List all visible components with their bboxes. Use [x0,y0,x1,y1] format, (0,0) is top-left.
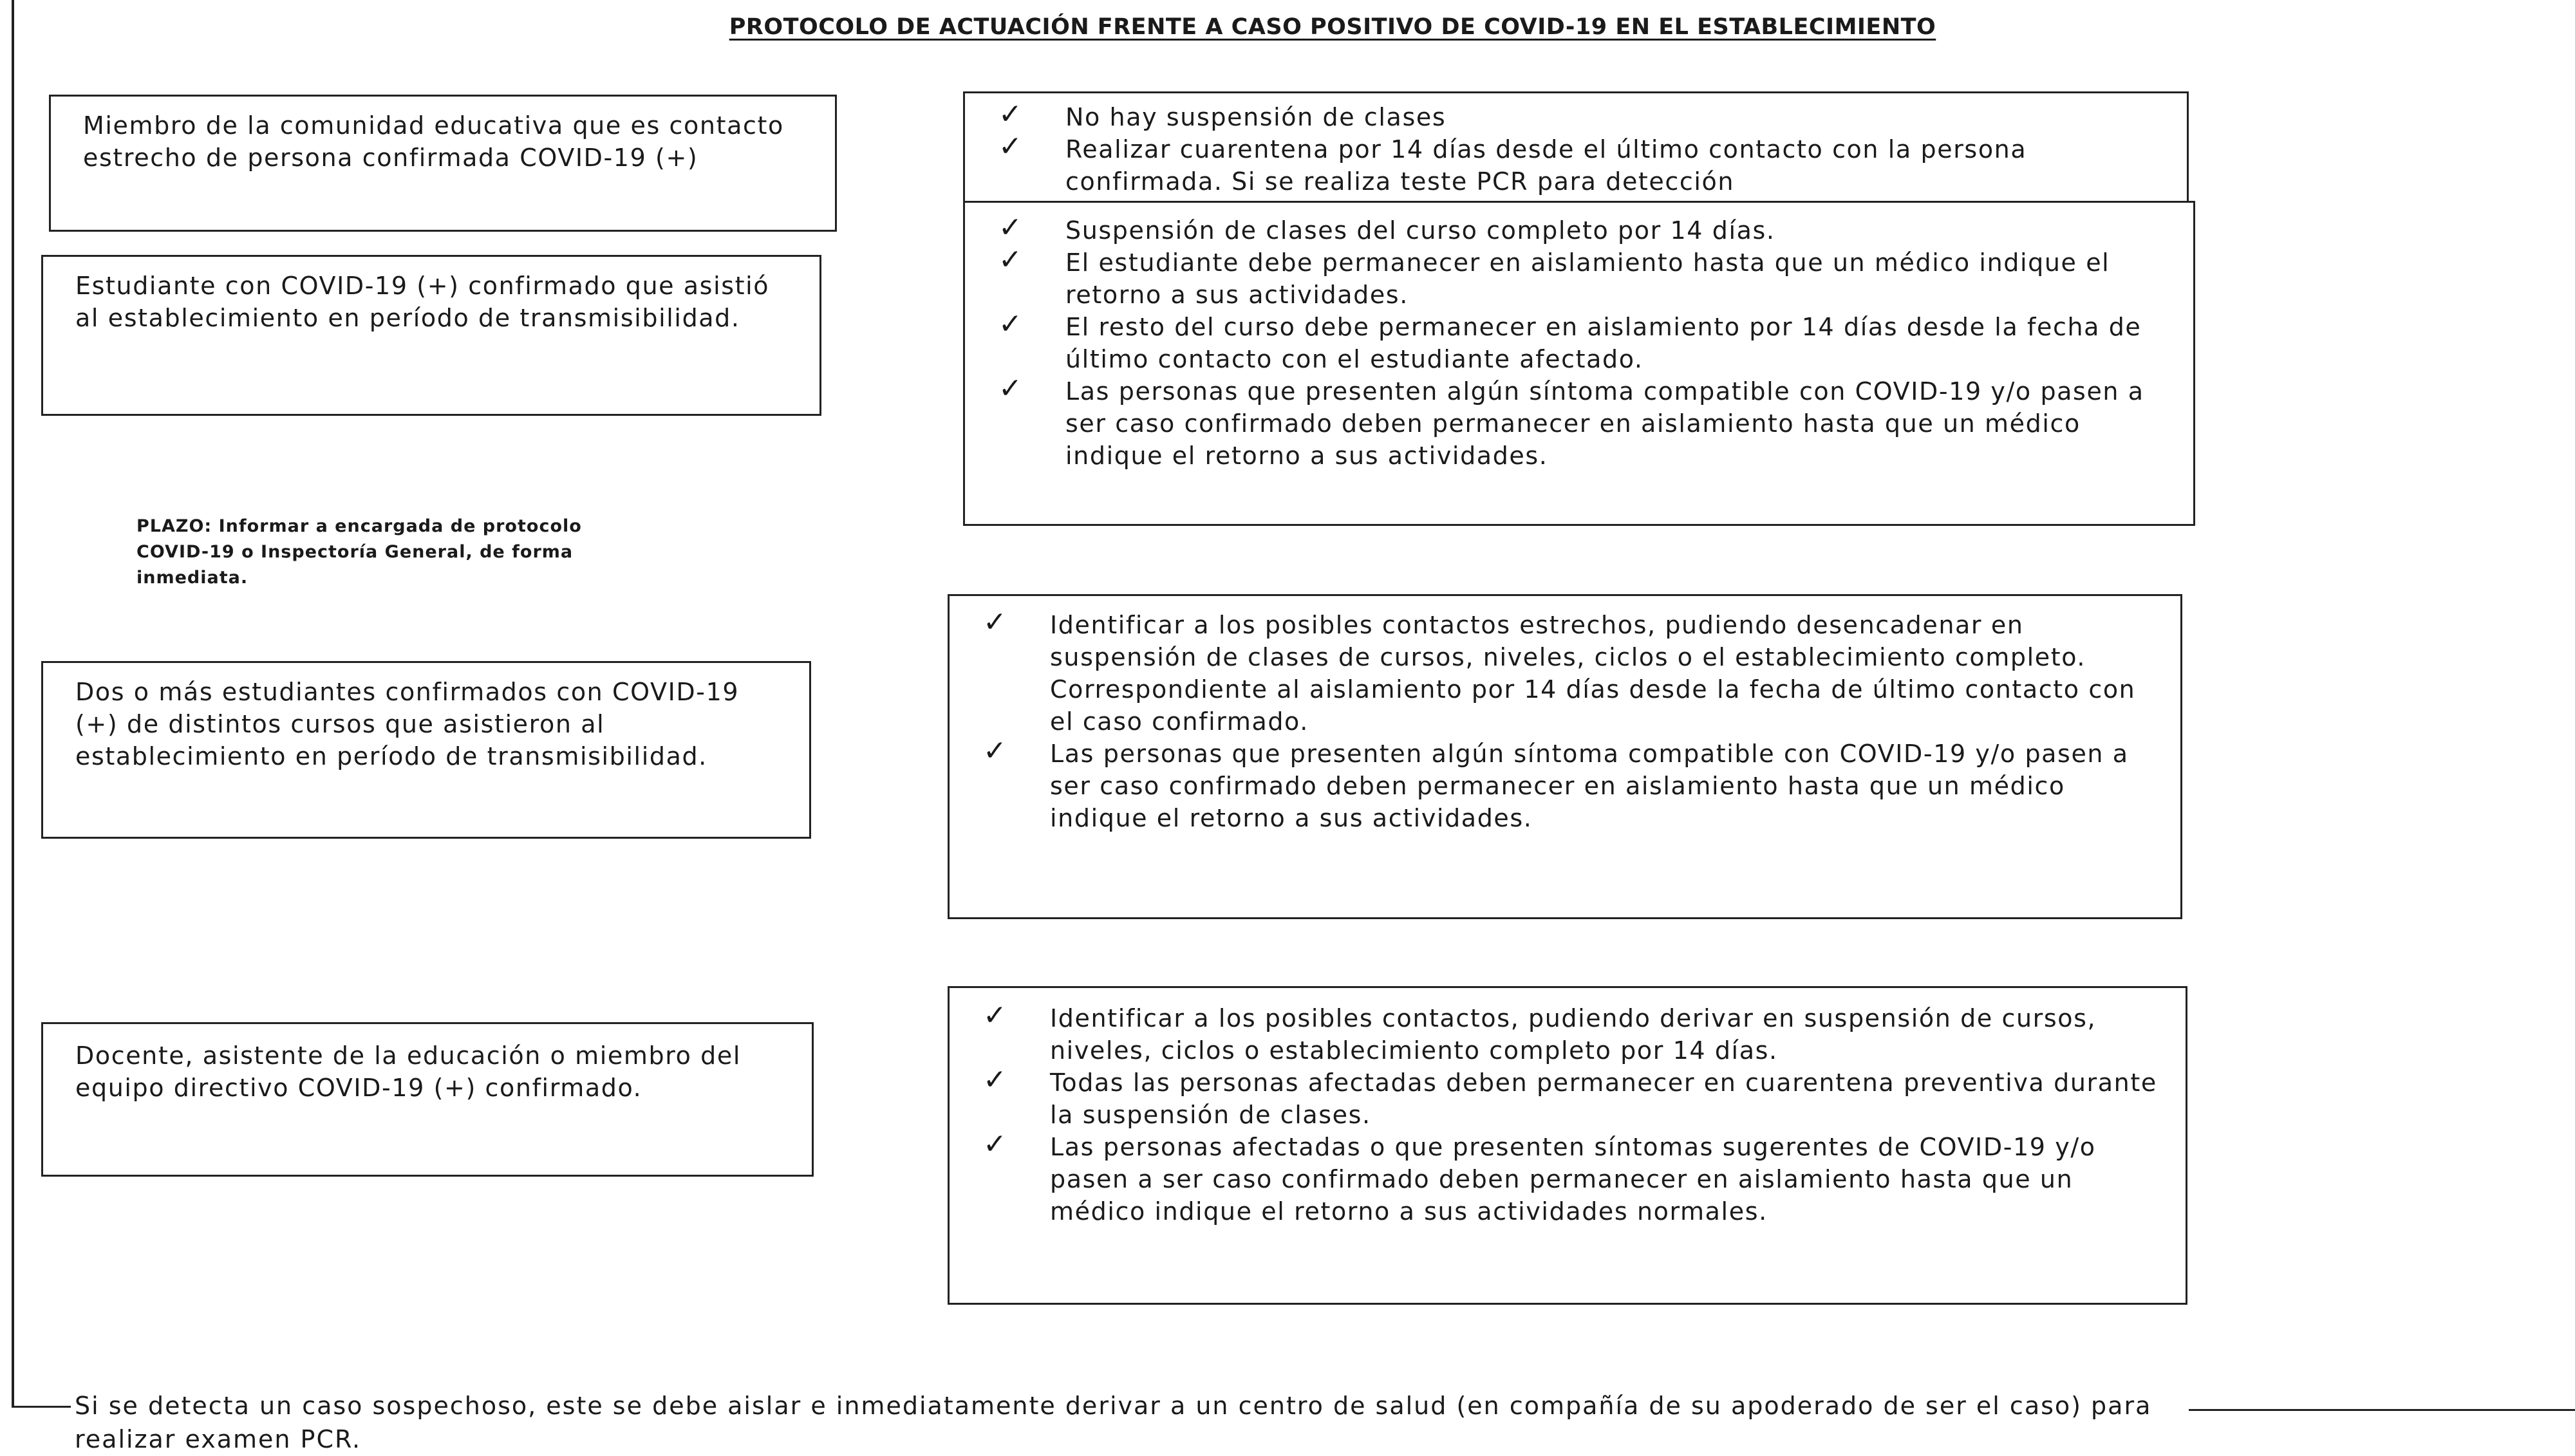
action-item [950,1063,2166,1131]
actions-box-estudiante-confirmado [963,201,2195,526]
action-item [950,1128,2166,1227]
action-text: Las personas que presenten algún síntoma compatible con COVID-19 y/o pasen a ser caso confirmado deben permanecer en aislamiento hasta que un médico indique el retorno a sus actividades. [1065,377,2144,470]
actions-box-docente-asistente [948,986,2187,1305]
action-text: No hay suspensión de clases [1065,103,1447,131]
check-icon: ✓ [998,130,1024,163]
check-icon: ✓ [983,734,1008,767]
action-text: Identificar a los posibles contactos, pudiendo derivar en suspensión de cursos, niveles, ciclos o establecimiento completo por 14 días. [1050,1004,2097,1065]
case-box-dos-o-mas-estudiantes [41,661,811,839]
action-text: El resto del curso debe permanecer en aislamiento por 14 días desde la fecha de último contacto con el estudiante afectado. [1065,313,2142,373]
check-icon: ✓ [983,1128,1008,1161]
action-item [965,98,2168,133]
action-item [965,372,2174,472]
action-item [965,308,2174,375]
case-label: Miembro de la comunidad educativa que es contacto estrecho de persona confirmada COVID-19 (+) [83,111,784,172]
frame-bottom-left-line [12,1406,71,1408]
actions-box-contacto-estrecho [963,91,2189,204]
page-title: PROTOCOLO DE ACTUACIÓN FRENTE A CASO POSITIVO DE COVID-19 EN EL ESTABLECIMIENTO [729,14,1936,40]
action-item [965,130,2168,198]
action-text: Realizar cuarentena por 14 días desde el último contacto con la persona confirmada. Si se realiza teste PCR para detección [1065,135,2027,196]
action-item [965,243,2174,311]
action-text: Todas las personas afectadas deben permanecer en cuarentena preventiva durante la suspensión de clases. [1050,1069,2157,1129]
check-icon: ✓ [998,211,1024,244]
action-text: Las personas que presenten algún síntoma compatible con COVID-19 y/o pasen a ser caso confirmado deben permanecer en aislamiento hasta que un médico indique el retorno a sus actividades. [1050,740,2129,832]
action-item [950,734,2161,834]
case-label: Docente, asistente de la educación o miembro del equipo directivo COVID-19 (+) confirmado. [75,1041,741,1102]
action-text: Suspensión de clases del curso completo por 14 días. [1065,216,1775,245]
case-label: Dos o más estudiantes confirmados con COVID-19 (+) de distintos cursos que asistieron al establecimiento en período de transmisibilidad. [75,678,740,770]
check-icon: ✓ [983,606,1008,639]
check-icon: ✓ [983,999,1008,1032]
action-text: Identificar a los posibles contactos estrechos, pudiendo desencadenar en suspensión de clases de cursos, niveles, ciclos o el establecimiento completo. Correspondiente al aislamiento por 14 días desde la fecha de último contacto con el caso confirmado. [1050,611,2136,736]
footer-note: Si se detecta un caso sospechoso, este se debe aislar e inmediatamente derivar a un centro de salud (en compañía de su apoderado de ser el caso) para realizar examen PCR. [75,1392,2152,1453]
action-item [950,999,2166,1067]
frame-bottom-right-line [2189,1409,2575,1411]
action-item [950,606,2161,738]
check-icon: ✓ [998,308,1024,341]
case-box-docente-asistente [41,1022,814,1177]
action-item [965,211,2174,247]
case-box-estudiante-confirmado [41,255,821,416]
action-text: Las personas afectadas o que presenten síntomas sugerentes de COVID-19 y/o pasen a ser caso confirmado deben permanecer en aislamiento hasta que un médico indique el retorno a sus actividades normales. [1050,1133,2096,1226]
action-text: El estudiante debe permanecer en aislamiento hasta que un médico indique el retorno a sus actividades. [1065,248,2110,309]
plazo-note: PLAZO: Informar a encargada de protocolo COVID-19 o Inspectoría General, de forma inmediata. [136,516,582,588]
case-label: Estudiante con COVID-19 (+) confirmado que asistió al establecimiento en período de transmisibilidad. [75,272,770,332]
frame-left-line [12,0,14,1407]
actions-box-dos-o-mas-estudiantes [948,594,2182,919]
check-icon: ✓ [998,98,1024,131]
check-icon: ✓ [998,243,1024,276]
check-icon: ✓ [998,372,1024,405]
case-box-contacto-estrecho [49,95,837,232]
check-icon: ✓ [983,1063,1008,1096]
